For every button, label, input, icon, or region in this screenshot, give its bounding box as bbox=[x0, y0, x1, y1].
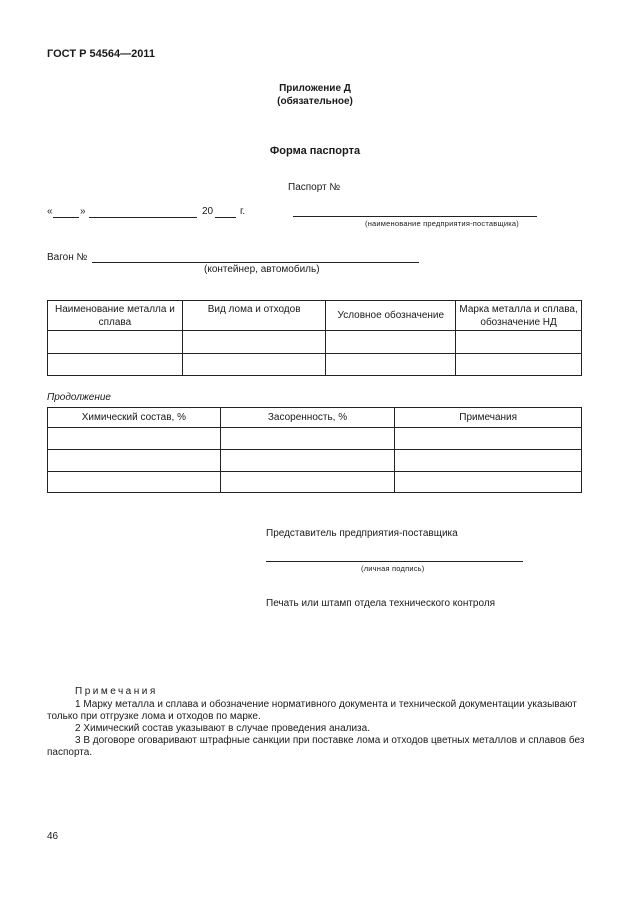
note-item: 1 Марку металла и сплава и обозначение нормативного документа и технической документации указывают bbox=[75, 699, 577, 710]
table-cell[interactable] bbox=[395, 472, 582, 493]
signature-caption: (личная подпись) bbox=[361, 564, 425, 573]
main-table bbox=[47, 300, 582, 376]
note-item: 2 Химический состав указывают в случае проведения анализа. bbox=[75, 723, 370, 734]
note-item: только при отгрузке лома и отходов по марке. bbox=[47, 711, 261, 722]
table-cell[interactable] bbox=[326, 354, 456, 376]
table-cell[interactable] bbox=[48, 472, 221, 493]
table-row bbox=[48, 450, 582, 472]
table-cell[interactable] bbox=[220, 472, 395, 493]
table-cell[interactable] bbox=[220, 450, 395, 472]
table-row bbox=[48, 428, 582, 450]
table-cell[interactable] bbox=[48, 331, 183, 354]
table-cell[interactable] bbox=[326, 331, 456, 354]
note-item: паспорта. bbox=[47, 747, 93, 758]
table-cell[interactable] bbox=[456, 354, 582, 376]
table-cell[interactable] bbox=[395, 450, 582, 472]
continuation-label: Продолжение bbox=[47, 392, 111, 403]
note-item: 3 В договоре оговаривают штрафные санкции при поставке лома и отходов цветных металлов и сплавов без bbox=[75, 735, 585, 746]
table-header-cell: Химический состав, % bbox=[48, 408, 221, 428]
table-cell[interactable] bbox=[220, 428, 395, 450]
notes-title: Примечания bbox=[75, 686, 158, 697]
date-year-prefix: 20 bbox=[202, 206, 214, 217]
continuation-table-header-row bbox=[48, 408, 582, 428]
signature-line bbox=[266, 561, 523, 562]
wagon-line bbox=[92, 262, 419, 263]
representative-label: Представитель предприятия-поставщика bbox=[266, 528, 458, 539]
table-cell[interactable] bbox=[48, 428, 221, 450]
passport-label: Паспорт № bbox=[288, 182, 341, 193]
table-header-cell: Условное обозначение bbox=[326, 301, 456, 331]
date-close-quote: » bbox=[80, 206, 86, 217]
appendix-status: (обязательное) bbox=[277, 96, 353, 107]
table-header-cell: Примечания bbox=[395, 408, 582, 428]
table-header-cell: Засоренность, % bbox=[220, 408, 395, 428]
table-cell[interactable] bbox=[395, 428, 582, 450]
table-cell[interactable] bbox=[48, 354, 183, 376]
date-day-line bbox=[53, 217, 79, 218]
table-header-cell: Наименование металла и сплава bbox=[48, 301, 183, 331]
table-row bbox=[48, 354, 582, 376]
supplier-line bbox=[293, 216, 537, 217]
table-header-cell: Марка металла и сплава, обозначение НД bbox=[456, 301, 582, 331]
table-row bbox=[48, 472, 582, 493]
table-cell[interactable] bbox=[456, 331, 582, 354]
date-year-suffix: г. bbox=[240, 206, 246, 217]
wagon-caption: (контейнер, автомобиль) bbox=[204, 264, 320, 275]
page-number: 46 bbox=[47, 831, 59, 842]
appendix-title: Приложение Д bbox=[279, 83, 351, 94]
continuation-table bbox=[47, 407, 582, 493]
main-table-header-row bbox=[48, 301, 582, 331]
supplier-caption: (наименование предприятия-поставщика) bbox=[365, 219, 519, 228]
table-cell[interactable] bbox=[182, 331, 326, 354]
wagon-label: Вагон № bbox=[47, 252, 88, 263]
stamp-label: Печать или штамп отдела технического контроля bbox=[266, 598, 496, 609]
date-month-line bbox=[89, 217, 197, 218]
form-title: Форма паспорта bbox=[269, 145, 361, 157]
standard-header: ГОСТ Р 54564—2011 bbox=[47, 48, 155, 60]
date-year-line bbox=[215, 217, 236, 218]
date-open-quote: « bbox=[47, 206, 53, 217]
table-header-cell: Вид лома и отходов bbox=[182, 301, 326, 331]
table-row bbox=[48, 331, 582, 354]
table-cell[interactable] bbox=[48, 450, 221, 472]
table-cell[interactable] bbox=[182, 354, 326, 376]
